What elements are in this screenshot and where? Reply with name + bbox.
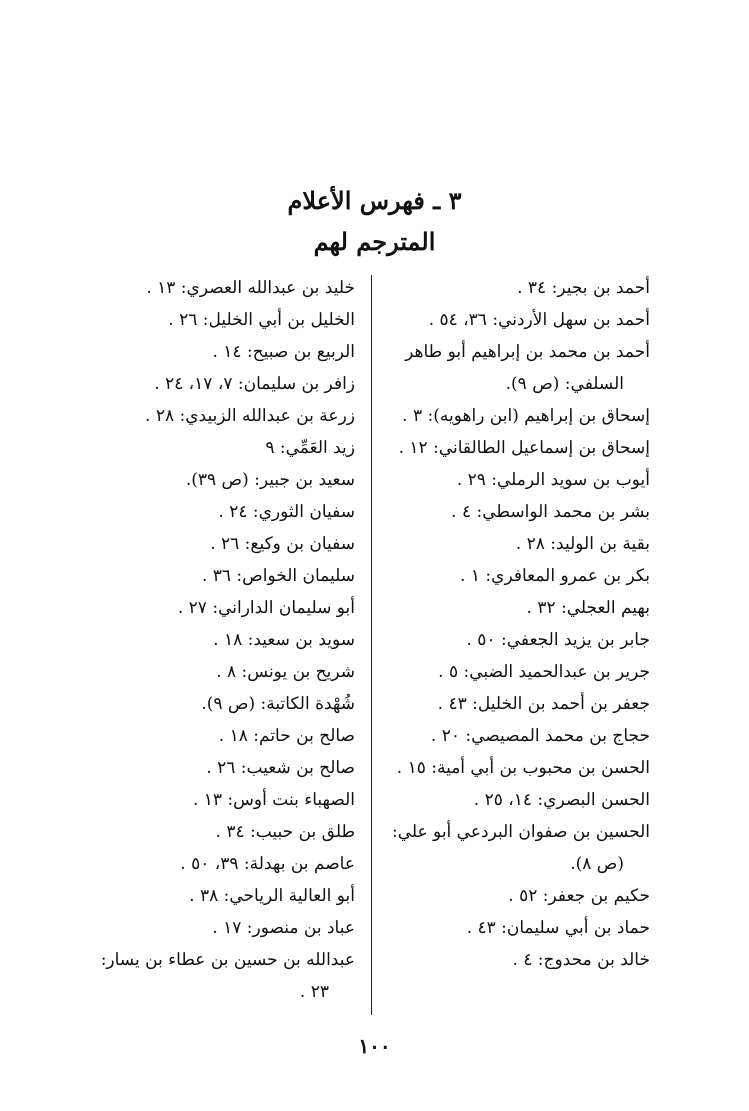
index-entry: خليد بن عبدالله العصري: ١٣ . [146,278,355,298]
index-entry: عبدالله بن حسين بن عطاء بن يسار: [100,950,355,970]
index-entry: الحسين بن صفوان البردعي أبو علي: [391,822,650,842]
index-entry: شريح بن يونس: ٨ . [216,662,355,682]
index-entry: أبو سليمان الداراني: ٢٧ . [177,598,355,618]
index-entry: حجاج بن محمد المصيصي: ٢٠ . [430,726,650,746]
index-title: ٣ ـ فهرس الأعلام [287,186,462,215]
index-entry: سعيد بن جبير: (ص ٣٩). [185,470,355,490]
index-entry: جعفر بن أحمد بن الخليل: ٤٣ . [437,694,650,714]
index-column-right [380,272,650,976]
index-entry-continuation: السلفي: (ص ٩). [505,374,624,394]
index-entry-continuation: ٢٣ . [299,982,329,1002]
index-entry: بقية بن الوليد: ٢٨ . [515,534,650,554]
index-entry: خالد بن محدوج: ٤ . [512,950,650,970]
index-entry: أحمد بن بجير: ٣٤ . [517,278,650,298]
index-entry: إسحاق بن إسماعيل الطالقاني: ١٢ . [398,438,650,458]
index-entry: الحسن بن محبوب بن أبي أمية: ١٥ . [396,758,650,778]
index-entry: زرعة بن عبدالله الزبيدي: ٢٨ . [145,406,355,426]
index-entry: صالح بن حاتم: ١٨ . [218,726,355,746]
index-entry: أبو العالية الرياحي: ٣٨ . [189,886,355,906]
index-entry: زيد العَمِّي: ٩ [265,438,355,458]
index-entry: بشر بن محمد الواسطي: ٤ . [451,502,650,522]
index-column-left [80,272,355,1008]
index-entry: شُهْدة الكاتبة: (ص ٩). [201,694,355,714]
page-number: ١٠٠ [358,1034,391,1058]
index-entry: حكيم بن جعفر: ٥٢ . [508,886,650,906]
column-divider [371,275,372,1015]
index-entry: بهيم العجلي: ٣٢ . [526,598,650,618]
index-entry: حماد بن أبي سليمان: ٤٣ . [466,918,650,938]
index-entry: بكر بن عمرو المعافري: ١ . [460,566,650,586]
index-entry: جرير بن عبدالحميد الضبي: ٥ . [438,662,650,682]
index-entry: الحسن البصري: ١٤، ٢٥ . [473,790,650,810]
index-entry: سفيان الثوري: ٢٤ . [218,502,355,522]
index-entry: سويد بن سعيد: ١٨ . [213,630,355,650]
index-entry-continuation: (ص ٨). [570,854,624,874]
index-entry: عاصم بن بهدلة: ٣٩، ٥٠ . [180,854,355,874]
index-entry: طلق بن حبيب: ٣٤ . [215,822,355,842]
index-entry: الخليل بن أبي الخليل: ٢٦ . [168,310,355,330]
index-entry: سفيان بن وكيع: ٢٦ . [210,534,355,554]
index-entry: أيوب بن سويد الرملي: ٢٩ . [456,470,650,490]
index-entry: جابر بن يزيد الجعفي: ٥٠ . [466,630,650,650]
index-entry: عباد بن منصور: ١٧ . [212,918,355,938]
index-entry: سليمان الخواص: ٣٦ . [201,566,355,586]
index-entry: الربيع بن صبيح: ١٤ . [212,342,355,362]
index-entry: إسحاق بن إبراهيم (ابن راهويه): ٣ . [402,406,650,426]
index-subtitle: المترجم لهم [313,227,436,256]
index-entry: أحمد بن سهل الأردني: ٣٦، ٥٤ . [428,310,650,330]
index-entry: صالح بن شعيب: ٢٦ . [206,758,355,778]
index-entry: أحمد بن محمد بن إبراهيم أبو طاهر [405,342,650,362]
index-entry: زافر بن سليمان: ٧، ١٧، ٢٤ . [154,374,355,394]
index-entry: الصهباء بنت أوس: ١٣ . [192,790,355,810]
